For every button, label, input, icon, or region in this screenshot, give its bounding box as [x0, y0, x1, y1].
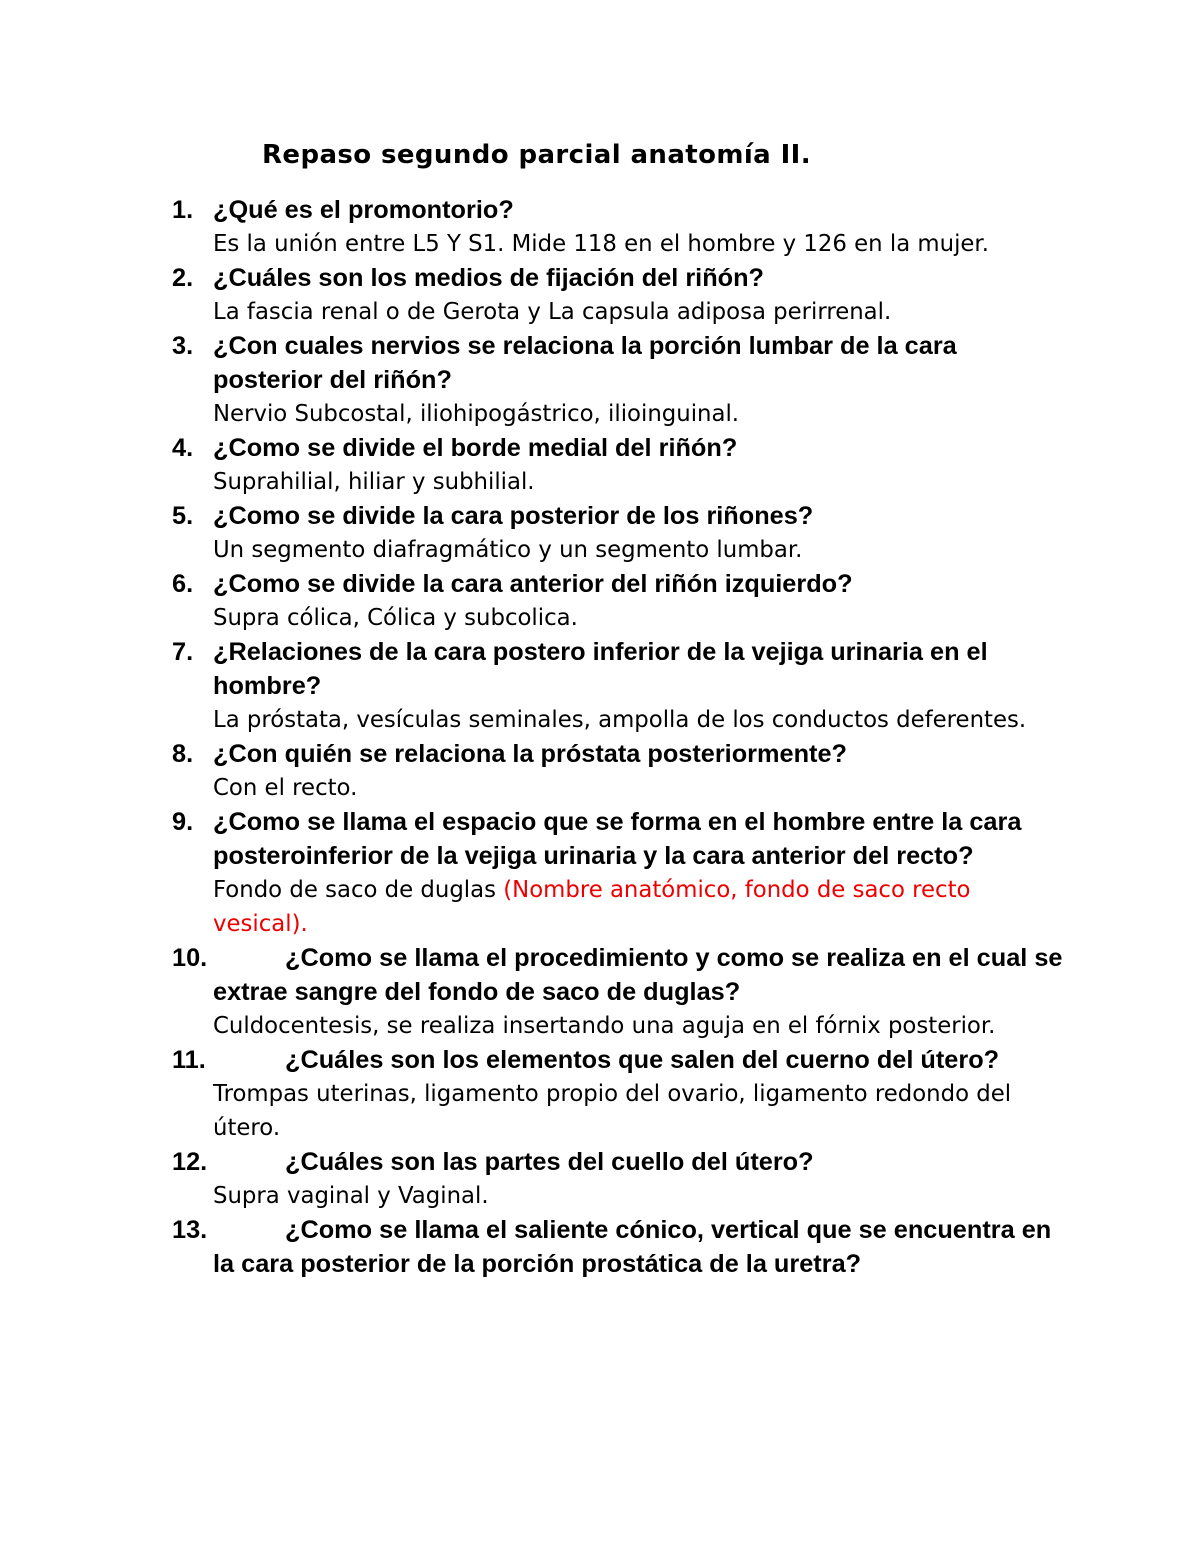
answer-text	[213, 295, 1072, 329]
answer-body: Suprahilial, hiliar y subhilial.	[213, 469, 535, 495]
item-number: 9.	[172, 808, 194, 836]
answer-body: Supra cólica, Cólica y subcolica.	[213, 605, 578, 631]
question-row	[172, 431, 1072, 465]
item-number: 1.	[172, 196, 194, 224]
question-text: ¿Qué es el promontorio?	[213, 196, 514, 224]
question-list	[172, 193, 1072, 1281]
question-row	[172, 1145, 1072, 1179]
list-item	[172, 805, 1072, 941]
question-row	[172, 499, 1072, 533]
answer-text	[213, 873, 1072, 941]
answer-body: Con el recto.	[213, 775, 358, 801]
answer-body: Trompas uterinas, ligamento propio del ovario, ligamento redondo del útero.	[213, 1081, 1012, 1141]
list-item	[172, 941, 1072, 1043]
page-title: Repaso segundo parcial anatomía II.	[262, 140, 811, 170]
item-number: 10.	[172, 944, 208, 972]
answer-text	[213, 1179, 1072, 1213]
answer-text	[213, 227, 1072, 261]
question-text: ¿Como se divide la cara anterior del riñón izquierdo?	[213, 570, 853, 598]
item-number: 11.	[172, 1046, 206, 1074]
answer-text	[213, 601, 1072, 635]
question-row	[172, 261, 1072, 295]
list-item	[172, 567, 1072, 635]
answer-body: Supra vaginal y Vaginal.	[213, 1183, 489, 1209]
item-number: 12.	[172, 1148, 208, 1176]
list-item	[172, 431, 1072, 499]
item-number: 3.	[172, 332, 194, 360]
question-text: ¿Cuáles son las partes del cuello del útero?	[285, 1148, 814, 1176]
question-text: ¿Cuáles son los medios de fijación del riñón?	[213, 264, 764, 292]
answer-body: Fondo de saco de duglas	[213, 877, 504, 903]
question-row	[172, 1213, 1072, 1281]
item-number: 5.	[172, 502, 194, 530]
question-row	[172, 635, 1072, 703]
question-row	[172, 193, 1072, 227]
question-text: ¿Como se divide el borde medial del riñón?	[213, 434, 738, 462]
question-text: ¿Como se divide la cara posterior de los riñones?	[213, 502, 814, 530]
list-item	[172, 1213, 1072, 1281]
list-item	[172, 499, 1072, 567]
list-item	[172, 193, 1072, 261]
answer-body: La próstata, vesículas seminales, ampolla de los conductos deferentes.	[213, 707, 1027, 733]
question-row	[172, 567, 1072, 601]
answer-text	[213, 1009, 1072, 1043]
answer-text	[213, 397, 1072, 431]
answer-text	[213, 771, 1072, 805]
question-text: ¿Como se llama el espacio que se forma en el hombre entre la cara posteroinferior de la vejiga urinaria y la cara anterior del recto?	[213, 808, 1022, 870]
question-text: ¿Con cuales nervios se relaciona la porción lumbar de la cara posterior del riñón?	[213, 332, 957, 394]
list-item	[172, 737, 1072, 805]
answer-body: La fascia renal o de Gerota y La capsula adiposa perirrenal.	[213, 299, 892, 325]
item-number: 2.	[172, 264, 194, 292]
question-row	[172, 1043, 1072, 1077]
item-number: 13.	[172, 1216, 208, 1244]
list-item	[172, 1043, 1072, 1145]
list-item	[172, 329, 1072, 431]
question-row	[172, 941, 1072, 1009]
item-number: 4.	[172, 434, 194, 462]
list-item	[172, 1145, 1072, 1213]
item-number: 6.	[172, 570, 194, 598]
question-row	[172, 805, 1072, 873]
list-item	[172, 635, 1072, 737]
question-row	[172, 329, 1072, 397]
list-item	[172, 261, 1072, 329]
answer-body: Culdocentesis, se realiza insertando una aguja en el fórnix posterior.	[213, 1013, 996, 1039]
question-text: ¿Cuáles son los elementos que salen del cuerno del útero?	[285, 1046, 1000, 1074]
answer-body: Es la unión entre L5 Y S1. Mide 118 en el hombre y 126 en la mujer.	[213, 231, 989, 257]
question-text: ¿Relaciones de la cara postero inferior de la vejiga urinaria en el hombre?	[213, 638, 988, 700]
item-number: 8.	[172, 740, 194, 768]
answer-text	[213, 465, 1072, 499]
question-row	[172, 737, 1072, 771]
answer-text	[213, 533, 1072, 567]
answer-text	[213, 1077, 1072, 1145]
question-text: ¿Como se llama el procedimiento y como se realiza en el cual se extrae sangre del fondo de saco de duglas?	[213, 944, 1063, 1006]
question-text: ¿Como se llama el saliente cónico, vertical que se encuentra en la cara posterior de la porción prostática de la uretra?	[213, 1216, 1052, 1278]
answer-text	[213, 703, 1072, 737]
answer-body: Un segmento diafragmático y un segmento lumbar.	[213, 537, 803, 563]
question-text: ¿Con quién se relaciona la próstata posteriormente?	[213, 740, 847, 768]
answer-body: Nervio Subcostal, iliohipogástrico, ilioinguinal.	[213, 401, 740, 427]
answer-note: (Nombre anatómico, fondo de saco recto vesical).	[213, 877, 971, 937]
item-number: 7.	[172, 638, 194, 666]
